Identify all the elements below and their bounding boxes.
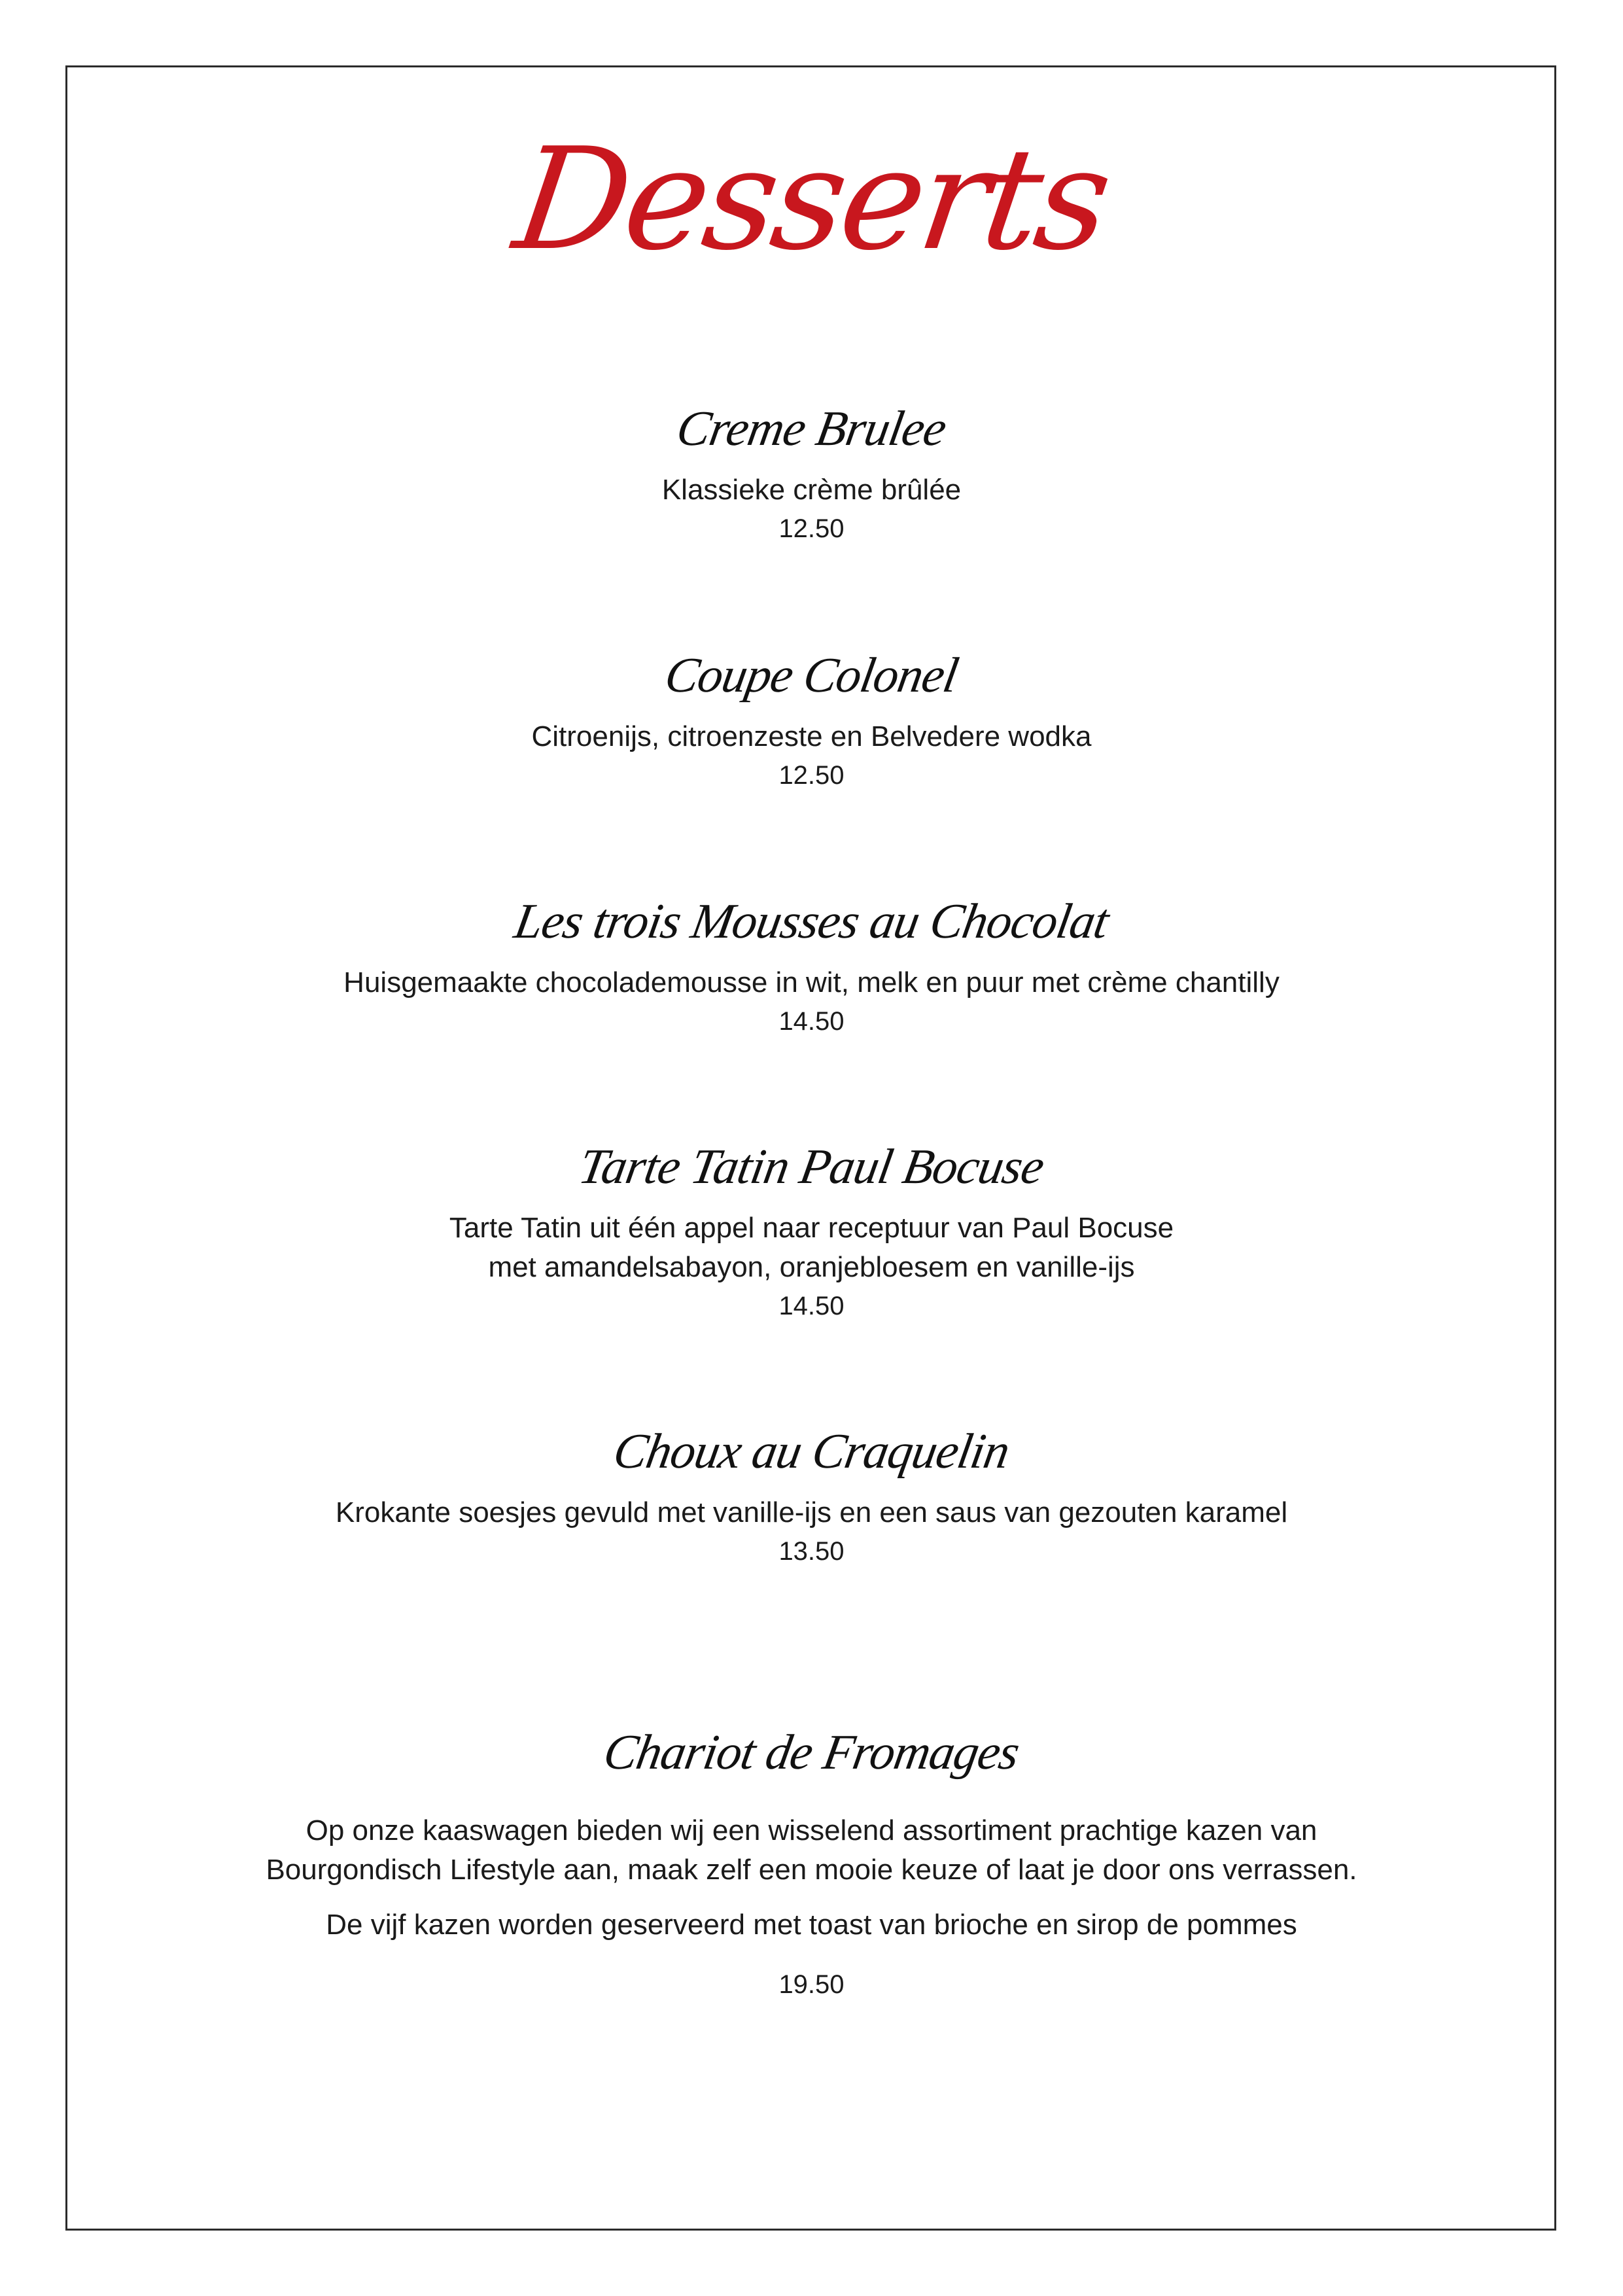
item-price: 12.50 [778, 761, 845, 790]
item-name: Les trois Mousses au Chocolat [510, 894, 1113, 949]
menu-item-chariot-de-fromages [0, 1720, 1623, 2004]
menu-item-mousses-au-chocolat [0, 889, 1623, 1040]
item-price: 14.50 [778, 1292, 845, 1320]
item-description: Citroenijs, citroenzeste en Belvedere wodka [531, 720, 1092, 752]
page-title: Desserts [506, 117, 1117, 281]
item-description: Klassieke crème brûlée [661, 474, 962, 506]
item-price: 12.50 [778, 514, 845, 543]
item-name: Chariot de Fromages [599, 1725, 1024, 1780]
menu-item-creme-brulee [0, 396, 1623, 548]
item-description: Tarte Tatin uit één appel naar receptuur van Paul Bocuse [449, 1212, 1174, 1244]
item-note: De vijf kazen worden geserveerd met toast van brioche en sirop de pommes [326, 1909, 1297, 1941]
menu-item-coupe-colonel [0, 643, 1623, 794]
item-name: Choux au Craquelin [609, 1424, 1014, 1479]
item-price: 13.50 [778, 1537, 845, 1566]
item-description: Huisgemaakte chocolademousse in wit, melk en puur met crème chantilly [343, 966, 1280, 998]
item-price: 14.50 [778, 1007, 845, 1036]
item-price: 19.50 [778, 1970, 845, 1999]
item-description: Bourgondisch Lifestyle aan, maak zelf een mooie keuze of laat je door ons verrassen. [266, 1854, 1357, 1886]
menu-item-tarte-tatin [0, 1134, 1623, 1325]
item-description: met amandelsabayon, oranjebloesem en vanille-ijs [488, 1251, 1135, 1283]
item-name: Coupe Colonel [661, 648, 962, 703]
item-name: Creme Brulee [672, 401, 951, 456]
item-description: Krokante soesjes gevuld met vanille-ijs en een saus van gezouten karamel [335, 1496, 1288, 1528]
menu-item-choux-au-craquelin [0, 1419, 1623, 1570]
item-description: Op onze kaaswagen bieden wij een wisselend assortiment prachtige kazen van [305, 1814, 1318, 1846]
item-name: Tarte Tatin Paul Bocuse [574, 1139, 1049, 1194]
